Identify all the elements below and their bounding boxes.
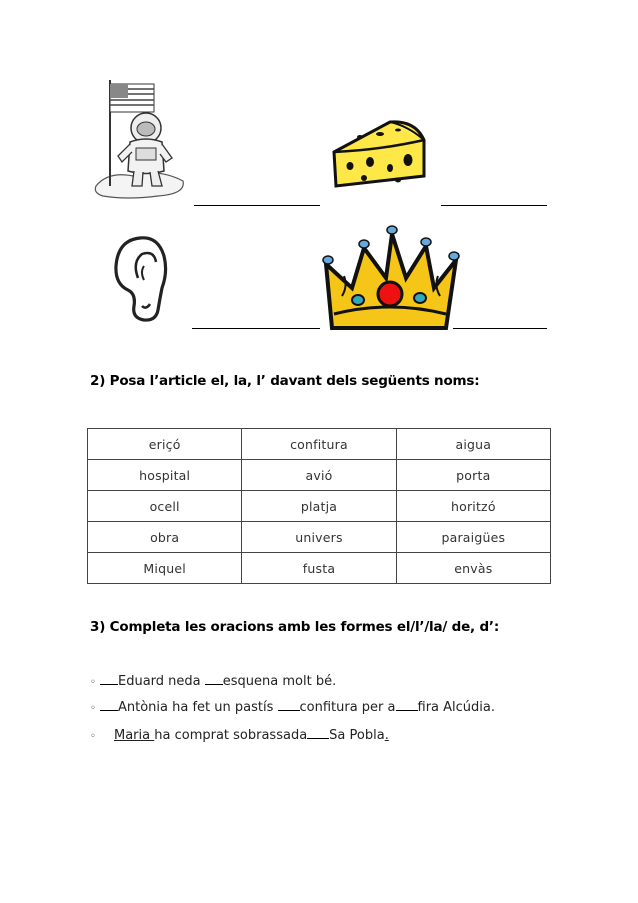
answer-gap[interactable]: [100, 672, 118, 685]
crown-icon: [314, 216, 464, 332]
sentence-text: .: [384, 728, 389, 743]
table-cell[interactable]: Miquel: [88, 553, 242, 584]
table-row: [88, 522, 551, 553]
table-cell[interactable]: obra: [88, 522, 242, 553]
table-row: [88, 460, 551, 491]
sentence-text: Sa Pobla: [329, 728, 385, 743]
table-cell[interactable]: eriçó: [88, 429, 242, 460]
table-row: [88, 553, 551, 584]
exercise-2-heading: 2) Posa l’article el, la, l’ davant dels següents noms:: [90, 373, 480, 389]
table-cell[interactable]: platja: [242, 491, 396, 522]
table-row: [88, 429, 551, 460]
answer-gap[interactable]: [278, 698, 300, 711]
sentence-text: esquena molt bé.: [222, 674, 337, 689]
example-answer: Maria: [114, 728, 155, 743]
answer-gap[interactable]: [396, 698, 418, 711]
answer-gap[interactable]: [100, 698, 118, 711]
cheese-icon: [330, 112, 430, 190]
bullet-icon: ◦: [90, 677, 96, 688]
bullet-icon: ◦: [90, 731, 96, 742]
ear-icon: [110, 232, 170, 324]
table-row: [88, 491, 551, 522]
sentence-1: [90, 672, 336, 689]
answer-line-astronaut[interactable]: [194, 205, 320, 206]
sentence-3: [90, 726, 389, 743]
sentence-text: fira Alcúdia.: [417, 700, 496, 715]
sentence-2: [90, 698, 495, 715]
answer-line-cheese[interactable]: [441, 205, 547, 206]
table-cell[interactable]: envàs: [396, 553, 550, 584]
table-cell[interactable]: porta: [396, 460, 550, 491]
sentence-text: Eduard neda: [118, 674, 205, 689]
sentence-text: Antònia ha fet un pastís: [118, 700, 278, 715]
sentence-text: confitura per a: [299, 700, 396, 715]
table-cell[interactable]: avió: [242, 460, 396, 491]
answer-gap[interactable]: [205, 672, 223, 685]
astronaut-icon: [88, 76, 193, 201]
answer-line-crown[interactable]: [453, 328, 547, 329]
table-cell[interactable]: confitura: [242, 429, 396, 460]
table-cell[interactable]: horitzó: [396, 491, 550, 522]
nouns-table: [87, 428, 551, 584]
table-cell[interactable]: aigua: [396, 429, 550, 460]
table-cell[interactable]: fusta: [242, 553, 396, 584]
bullet-icon: ◦: [90, 703, 96, 714]
table-cell[interactable]: univers: [242, 522, 396, 553]
answer-gap[interactable]: [307, 726, 329, 739]
sentence-text: ha comprat sobrassada: [154, 728, 308, 743]
table-cell[interactable]: ocell: [88, 491, 242, 522]
table-cell[interactable]: hospital: [88, 460, 242, 491]
table-cell[interactable]: paraigües: [396, 522, 550, 553]
exercise-3-heading: 3) Completa les oracions amb les formes el/l’/la/ de, d’:: [90, 619, 500, 635]
answer-line-ear[interactable]: [192, 328, 320, 329]
